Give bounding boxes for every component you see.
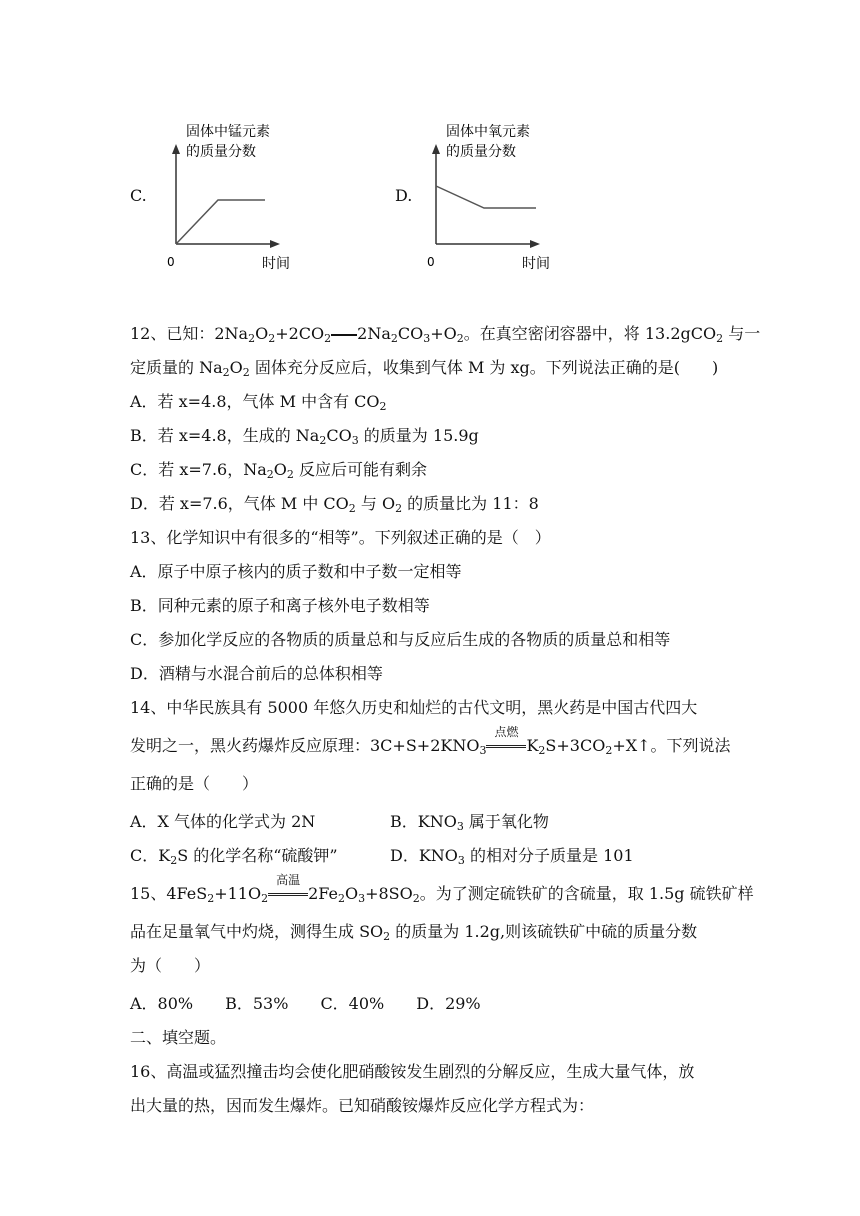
q15-line-3: 为（ ）	[130, 956, 211, 975]
chart-c-ylabel-2: 的质量分数	[186, 144, 256, 160]
q15-options: A．80% B．53% C．40% D．29%	[130, 994, 481, 1013]
q12-line-2: 定质量的 $Na_2O_2$ 固体充分反应后，收集到气体 M 为 xg。下列说法正确的是( )	[130, 358, 719, 379]
q12-option-d: D．若 x=7.6，气体 M 中 $CO_2$ 与 $O_2$ 的质量比为 11：8	[130, 494, 539, 515]
chart-c-ylabel-1: 固体中锰元素	[186, 124, 270, 140]
q15-line-1: 15、$4FeS_2+11O_2$ 高温 $2Fe_2O_3+8SO_2$。为了测定硫铁矿的含硫量，取 1.5g 硫铁矿样	[130, 882, 754, 906]
q14-option-d: D．$KNO_3$ 的相对分子质量是 101	[390, 846, 634, 867]
q13-stem: 13、化学知识中有很多的“相等”。下列叙述正确的是（ ）	[130, 528, 551, 547]
q16-line-2: 出大量的热，因而发生爆炸。已知硝酸铵爆炸反应化学方程式为：	[130, 1096, 595, 1115]
q12-option-a: A．若 x=4.8，气体 M 中含有 $CO_2$	[130, 392, 387, 413]
chart-c-line	[176, 200, 265, 244]
q14-line-1: 14、中华民族具有 5000 年悠久历史和灿烂的古代文明，黑火药是中国古代四大	[130, 698, 698, 717]
q14-option-b: B．$KNO_3$ 属于氧化物	[390, 812, 549, 833]
chart-d	[420, 118, 570, 278]
q15-line-2: 品在足量氧气中灼烧，测得生成 $SO_2$ 的质量为 1.2g,则该硫铁矿中硫的质量分数	[130, 922, 698, 943]
section-heading: 二、填空题。	[130, 1028, 227, 1047]
q16-line-1: 16、高温或猛烈撞击均会使化肥硝酸铵发生剧烈的分解反应，生成大量气体，放	[130, 1062, 695, 1081]
q14-option-a: A．X 气体的化学式为 2N	[130, 812, 316, 831]
q15-condition: 高温	[276, 873, 301, 887]
q13-option-b: B．同种元素的原子和离子核外电子数相等	[130, 596, 430, 615]
q13-option-a: A．原子中原子核内的质子数和中子数一定相等	[130, 562, 462, 581]
chart-d-origin: 0	[427, 255, 435, 269]
option-d-label: D.	[395, 186, 413, 205]
q12-line-1: 12、已知：$2Na_2O_2+2CO_2$ $2Na_2CO_3+O_2$。在真空密闭容器中，将 13.2gCO$_2$ 与一	[130, 324, 761, 345]
q12-option-b: B．若 x=4.8，生成的 $Na_2CO_3$ 的质量为 15.9g	[130, 426, 479, 447]
q14-line-3: 正确的是（ ）	[130, 774, 259, 793]
q13-option-c: C．参加化学反应的各物质的质量总和与反应后生成的各物质的质量总和相等	[130, 630, 671, 649]
q13-option-d: D．酒精与水混合前后的总体积相等	[130, 664, 383, 683]
chart-c-xlabel: 时间	[262, 256, 290, 272]
chart-d-ylabel-1: 固体中氧元素	[446, 124, 530, 140]
chart-d-line	[436, 186, 536, 208]
option-c-label: C.	[130, 186, 147, 205]
q12-option-c: C．若 x=7.6，$Na_2O_2$ 反应后可能有剩余	[130, 460, 427, 481]
chart-d-xlabel: 时间	[522, 256, 550, 272]
chart-d-ylabel-2: 的质量分数	[446, 144, 516, 160]
q14-condition: 点燃	[494, 725, 519, 739]
q14-line-2: 发明之一，黑火药爆炸反应原理：$3C+S+2KNO_3$ 点燃 $K_2S+3CO_2+X↑$。下列说法	[130, 734, 731, 758]
chart-c	[160, 118, 310, 278]
q14-option-c: C．$K_2S$ 的化学名称“硫酸钾”	[130, 846, 338, 867]
chart-c-origin: 0	[167, 255, 175, 269]
